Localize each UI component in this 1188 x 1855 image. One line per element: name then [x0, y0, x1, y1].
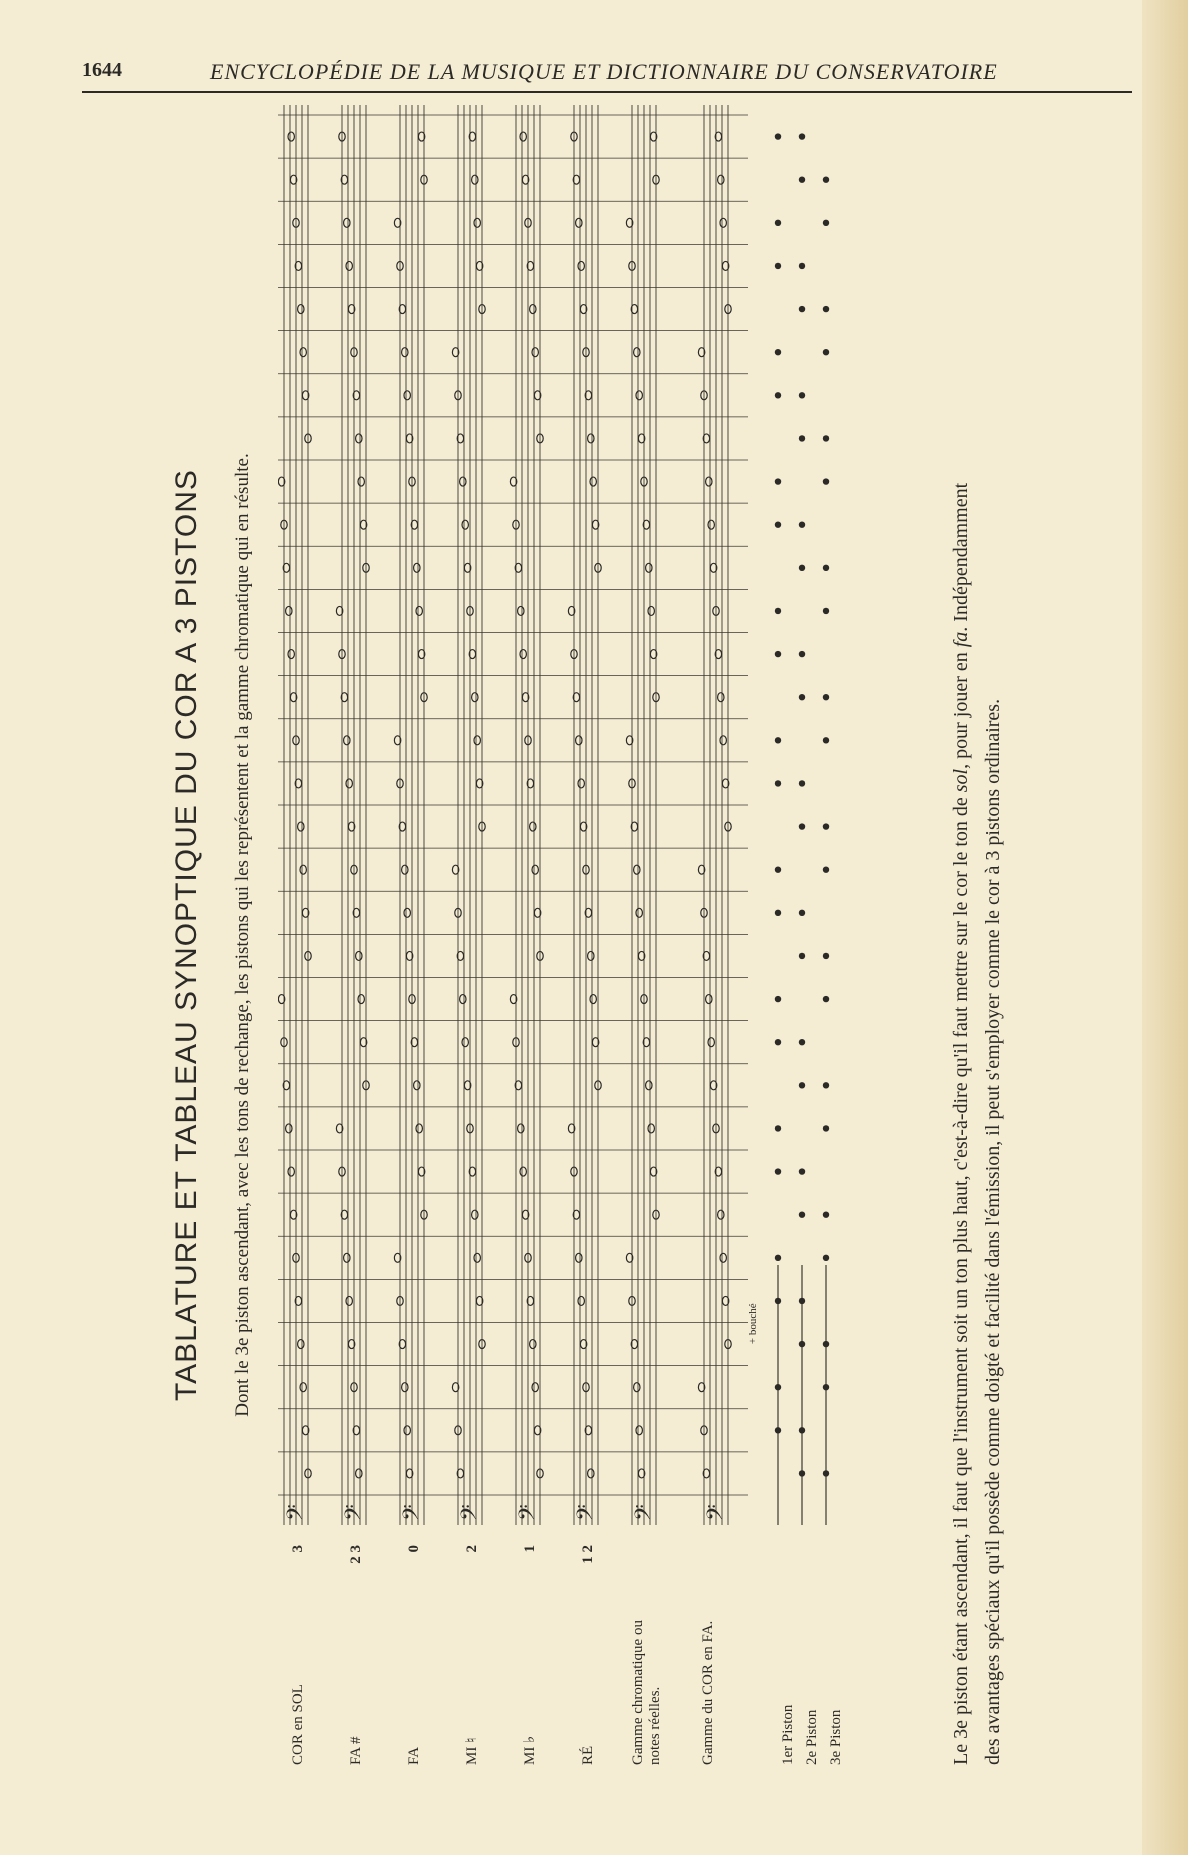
piston-dot: [775, 263, 781, 269]
notehead: [474, 736, 480, 745]
piston-dot: [775, 1125, 781, 1131]
notehead: [708, 520, 714, 529]
notehead: [460, 477, 466, 486]
notehead: [344, 1253, 350, 1262]
piston-dot: [775, 1039, 781, 1045]
notehead: [532, 865, 538, 874]
piston-dot: [799, 263, 805, 269]
row-label-mi-flat: MI ♭1: [522, 1545, 538, 1765]
piston-dot: [823, 823, 829, 829]
page-number: 1644: [82, 59, 122, 81]
piston-dot: [799, 1427, 805, 1433]
notehead: [404, 391, 410, 400]
piston-dot: [775, 478, 781, 484]
notehead: [532, 348, 538, 357]
piston-dot: [775, 1298, 781, 1304]
piston-dot: [799, 1341, 805, 1347]
piston-dot: [823, 737, 829, 743]
notehead: [288, 650, 294, 659]
notehead: [346, 1296, 352, 1305]
bass-clef-icon: 𝄢: [573, 1504, 603, 1521]
notehead: [518, 606, 524, 615]
notehead: [402, 348, 408, 357]
notehead: [414, 1081, 420, 1090]
notehead: [530, 1340, 536, 1349]
notehead: [588, 951, 594, 960]
notehead: [416, 606, 422, 615]
notehead: [636, 908, 642, 917]
notehead: [288, 1167, 294, 1176]
piston-dot: [799, 1298, 805, 1304]
piston-dot: [775, 220, 781, 226]
piston-dot: [775, 521, 781, 527]
piston-dot: [775, 1255, 781, 1261]
notehead: [718, 1210, 724, 1219]
row-label-mi-natural: MI ♮2: [464, 1545, 480, 1765]
piston-dot: [775, 1384, 781, 1390]
piston-dot: [775, 392, 781, 398]
notehead: [718, 693, 724, 702]
piston-dot: [799, 651, 805, 657]
piston-dot: [823, 1211, 829, 1217]
notehead: [648, 1124, 654, 1133]
tablature-svg: [278, 105, 898, 1525]
notehead: [462, 1038, 468, 1047]
notehead: [718, 175, 724, 184]
notehead: [286, 1124, 292, 1133]
piston-dot: [799, 306, 805, 312]
piston-dot: [775, 737, 781, 743]
notehead: [590, 477, 596, 486]
bass-clef-icon: 𝄢: [283, 1504, 313, 1521]
notehead: [414, 563, 420, 572]
notehead: [530, 305, 536, 314]
notehead: [344, 736, 350, 745]
piston-dot: [799, 435, 805, 441]
notehead: [720, 218, 726, 227]
piston-dot: [775, 133, 781, 139]
piston-dot: [799, 910, 805, 916]
bass-clef-icon: 𝄢: [341, 1504, 371, 1521]
piston-dot: [775, 1427, 781, 1433]
bass-clef-icon: 𝄢: [703, 1504, 733, 1521]
notehead: [634, 348, 640, 357]
piston-dot: [823, 1470, 829, 1476]
notehead: [590, 995, 596, 1004]
notehead: [648, 606, 654, 615]
notehead: [636, 391, 642, 400]
notehead: [472, 1210, 478, 1219]
notehead: [346, 779, 352, 788]
piston-dot: [775, 780, 781, 786]
piston-dot: [799, 521, 805, 527]
notehead: [288, 132, 294, 141]
notehead: [462, 520, 468, 529]
notehead: [720, 736, 726, 745]
table-subtitle: Dont le 3e piston ascendant, avec les tons de rechange, les pistons qui les représentent et la gamme chromatique qui en résulte.: [232, 453, 253, 1417]
notehead: [404, 1426, 410, 1435]
piston-dot: [823, 608, 829, 614]
notehead: [300, 348, 306, 357]
notehead: [402, 1383, 408, 1392]
piston-dot: [823, 306, 829, 312]
piston-dot: [799, 176, 805, 182]
row-label-fa-sharp: FA #2 3: [348, 1545, 364, 1765]
notehead: [346, 261, 352, 270]
notehead: [520, 1167, 526, 1176]
piston-dot: [799, 780, 805, 786]
row-label-piston-1: 1er Piston: [780, 1704, 796, 1765]
notehead: [404, 908, 410, 917]
piston-dot: [775, 996, 781, 1002]
row-label-piston-3: 3e Piston: [828, 1709, 844, 1765]
piston-dot: [775, 349, 781, 355]
notehead: [578, 261, 584, 270]
piston-dot: [823, 694, 829, 700]
bass-clef-icon: 𝄢: [515, 1504, 545, 1521]
row-label-cor-sol: COR en SOL3: [290, 1545, 306, 1765]
piston-dot: [799, 694, 805, 700]
notehead: [474, 218, 480, 227]
piston-dot: [823, 176, 829, 182]
piston-dot: [823, 1341, 829, 1347]
page-header: [82, 55, 1132, 93]
notehead: [460, 995, 466, 1004]
piston-dot: [799, 133, 805, 139]
notehead: [706, 477, 712, 486]
piston-dot: [823, 1255, 829, 1261]
piston-dot: [775, 1168, 781, 1174]
footnote: Le 3e piston étant ascendant, il faut que l'instrument soit un ton plus haut, c'est-à-dire qu'il faut mettre sur le cor le ton de sol, pour jouer en fa. Indépendamment des avantages spéciaux qu'il possède comme doigté et facilité dans l'émission, il peut s'employer comme le cor à 3 pistons ordinaires.: [950, 482, 1004, 1765]
piston-dot: [799, 953, 805, 959]
piston-dot: [775, 910, 781, 916]
notehead: [402, 865, 408, 874]
notehead: [520, 650, 526, 659]
piston-dot: [799, 1082, 805, 1088]
notehead: [578, 1296, 584, 1305]
notehead: [646, 563, 652, 572]
piston-dot: [799, 1168, 805, 1174]
notehead: [298, 822, 304, 831]
piston-dot: [799, 1470, 805, 1476]
notehead: [576, 218, 582, 227]
row-labels: [280, 1525, 844, 1765]
piston-dot: [823, 866, 829, 872]
piston-dot: [823, 220, 829, 226]
bass-clef-icon: 𝄢: [457, 1504, 487, 1521]
tablature-grid: [278, 105, 898, 1525]
piston-dot: [823, 1082, 829, 1088]
piston-dot: [799, 392, 805, 398]
rotated-content: [170, 105, 1030, 1765]
notehead: [636, 1426, 642, 1435]
piston-dot: [799, 1039, 805, 1045]
notehead: [358, 477, 364, 486]
piston-dot: [823, 478, 829, 484]
notehead: [356, 1469, 362, 1478]
notehead: [472, 693, 478, 702]
notehead: [344, 218, 350, 227]
notehead: [300, 1383, 306, 1392]
table-title: TABLATURE ET TABLEAU SYNOPTIQUE DU COR A 3 PISTONS: [170, 469, 203, 1401]
piston-dot: [823, 1384, 829, 1390]
row-label-fa: FA0: [406, 1545, 422, 1765]
notehead: [646, 1081, 652, 1090]
piston-dot: [823, 1125, 829, 1131]
annotation-bouche: + bouché: [747, 1303, 759, 1345]
row-label-gamme-chromatique: Gamme chromatique ou notes réelles.: [630, 1620, 663, 1765]
notehead: [530, 822, 536, 831]
row-label-re: RÉ1 2: [580, 1545, 596, 1765]
notehead: [298, 305, 304, 314]
notehead: [720, 1253, 726, 1262]
piston-dot: [799, 823, 805, 829]
notehead: [474, 1253, 480, 1262]
notehead: [286, 606, 292, 615]
notehead: [578, 779, 584, 788]
notehead: [706, 995, 712, 1004]
notehead: [576, 736, 582, 745]
piston-dot: [823, 565, 829, 571]
notehead: [588, 1469, 594, 1478]
row-label-piston-2: 2e Piston: [804, 1709, 820, 1765]
piston-dot: [799, 565, 805, 571]
notehead: [634, 1383, 640, 1392]
piston-dot: [823, 996, 829, 1002]
notehead: [300, 865, 306, 874]
running-title: ENCYCLOPÉDIE DE LA MUSIQUE ET DICTIONNAIRE DU CONSERVATOIRE: [210, 59, 998, 84]
row-label-gamme-cor-fa: Gamme du COR en FA.: [700, 1620, 716, 1765]
bass-clef-icon: 𝄢: [631, 1504, 661, 1521]
notehead: [298, 1340, 304, 1349]
bass-clef-icon: 𝄢: [399, 1504, 429, 1521]
notehead: [358, 995, 364, 1004]
notehead: [356, 951, 362, 960]
notehead: [518, 1124, 524, 1133]
notehead: [472, 175, 478, 184]
notehead: [588, 434, 594, 443]
notehead: [356, 434, 362, 443]
notehead: [634, 865, 640, 874]
piston-dot: [823, 953, 829, 959]
notehead: [520, 132, 526, 141]
piston-dot: [823, 435, 829, 441]
notehead: [576, 1253, 582, 1262]
notehead: [416, 1124, 422, 1133]
notehead: [708, 1038, 714, 1047]
piston-dot: [775, 651, 781, 657]
piston-dot: [775, 608, 781, 614]
piston-dot: [799, 1211, 805, 1217]
piston-dot: [775, 866, 781, 872]
notehead: [532, 1383, 538, 1392]
page-edge: [1142, 0, 1188, 1855]
piston-dot: [823, 349, 829, 355]
